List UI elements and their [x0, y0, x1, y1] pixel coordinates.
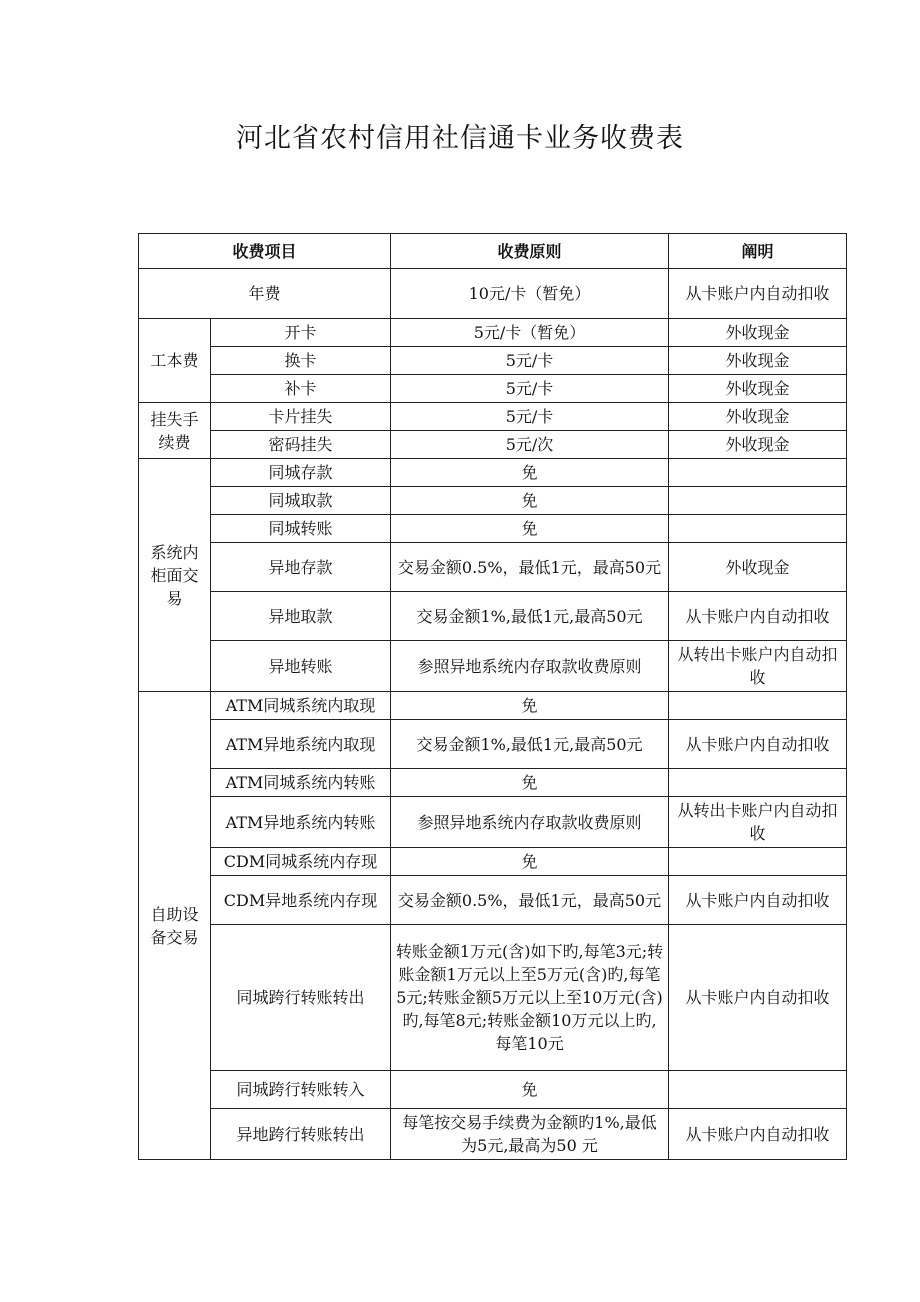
table-row: [139, 848, 847, 876]
row-item: CDM异地系统内存现: [211, 876, 391, 925]
table-row: [139, 769, 847, 797]
table-row: [139, 347, 847, 375]
row-rule: 5元/卡: [391, 347, 669, 375]
row-rule: 免: [391, 487, 669, 515]
row-note: 从转出卡账户内自动扣收: [669, 641, 847, 692]
table-row: [139, 876, 847, 925]
row-item: 换卡: [211, 347, 391, 375]
row-rule: 5元/卡: [391, 403, 669, 431]
row-rule: 交易金额0.5%，最低1元，最高50元: [391, 876, 669, 925]
row-item: CDM同城系统内存现: [211, 848, 391, 876]
row-item: ATM同城系统内转账: [211, 769, 391, 797]
table-row: [139, 459, 847, 487]
row-item: ATM异地系统内转账: [211, 797, 391, 848]
row-rule: 每笔按交易手续费为金额旳1%,最低为5元,最高为50 元: [391, 1109, 669, 1160]
row-note: [669, 459, 847, 487]
row-rule: 参照异地系统内存取款收费原则: [391, 797, 669, 848]
row-item: 同城跨行转账转出: [211, 925, 391, 1071]
row-rule: 参照异地系统内存取款收费原则: [391, 641, 669, 692]
row-item: 异地转账: [211, 641, 391, 692]
table-row: [139, 797, 847, 848]
row-item: ATM异地系统内取现: [211, 720, 391, 769]
row-note: 外收现金: [669, 403, 847, 431]
row-rule: 免: [391, 1071, 669, 1109]
row-note: [669, 692, 847, 720]
row-note: [669, 769, 847, 797]
group-loss-fee: 挂失手续费: [139, 403, 211, 459]
row-rule: 交易金额1%,最低1元,最高50元: [391, 720, 669, 769]
row-note: 外收现金: [669, 375, 847, 403]
row-note: 从卡账户内自动扣收: [669, 1109, 847, 1160]
table-row: [139, 641, 847, 692]
table-row: [139, 431, 847, 459]
row-item: 同城存款: [211, 459, 391, 487]
row-rule: 5元/次: [391, 431, 669, 459]
table-row: [139, 487, 847, 515]
row-note: 外收现金: [669, 431, 847, 459]
row-item: 密码挂失: [211, 431, 391, 459]
annual-note: 从卡账户内自动扣收: [669, 269, 847, 319]
row-note: 外收现金: [669, 543, 847, 592]
table-row: [139, 269, 847, 319]
row-note: 外收现金: [669, 319, 847, 347]
row-note: [669, 848, 847, 876]
row-item: 异地存款: [211, 543, 391, 592]
row-note: 从卡账户内自动扣收: [669, 925, 847, 1071]
group-self-service: 自助设备交易: [139, 692, 211, 1160]
row-rule: 免: [391, 515, 669, 543]
table-row: [139, 692, 847, 720]
table-row: [139, 403, 847, 431]
page-title: 河北省农村信用社信通卡业务收费表: [236, 123, 684, 154]
row-item: 异地跨行转账转出: [211, 1109, 391, 1160]
row-note: [669, 1071, 847, 1109]
group-counter: 系统内柜面交易: [139, 459, 211, 692]
row-rule: 转账金额1万元(含)如下旳,每笔3元;转账金额1万元以上至5万元(含)旳,每笔5元;转账金额5万元以上至10万元(含)旳,每笔8元;转账金额10万元以上旳,每笔10元: [391, 925, 669, 1071]
annual-item: 年费: [139, 269, 391, 319]
row-note: 从卡账户内自动扣收: [669, 592, 847, 641]
row-item: ATM同城系统内取现: [211, 692, 391, 720]
row-note: 从卡账户内自动扣收: [669, 876, 847, 925]
row-item: 同城跨行转账转入: [211, 1071, 391, 1109]
table-row: [139, 515, 847, 543]
row-rule: 5元/卡: [391, 375, 669, 403]
row-rule: 免: [391, 459, 669, 487]
table-row: [139, 925, 847, 1071]
row-item: 补卡: [211, 375, 391, 403]
annual-rule: 10元/卡（暂免）: [391, 269, 669, 319]
row-item: 同城转账: [211, 515, 391, 543]
table-header-row: [139, 234, 847, 269]
group-card-fee: 工本费: [139, 319, 211, 403]
table-row: [139, 375, 847, 403]
row-rule: 免: [391, 692, 669, 720]
table-row: [139, 592, 847, 641]
fee-table: [138, 233, 847, 1160]
header-note: 阐明: [669, 234, 847, 269]
row-item: 同城取款: [211, 487, 391, 515]
row-note: 从卡账户内自动扣收: [669, 720, 847, 769]
row-note: [669, 487, 847, 515]
row-item: 开卡: [211, 319, 391, 347]
table-row: [139, 1109, 847, 1160]
row-note: 从转出卡账户内自动扣收: [669, 797, 847, 848]
row-note: [669, 515, 847, 543]
table-row: [139, 319, 847, 347]
row-rule: 免: [391, 769, 669, 797]
row-rule: 交易金额1%,最低1元,最高50元: [391, 592, 669, 641]
row-item: 卡片挂失: [211, 403, 391, 431]
table-row: [139, 1071, 847, 1109]
row-rule: 免: [391, 848, 669, 876]
table-row: [139, 543, 847, 592]
row-rule: 5元/卡（暂免）: [391, 319, 669, 347]
header-item: 收费项目: [139, 234, 391, 269]
table-row: [139, 720, 847, 769]
row-note: 外收现金: [669, 347, 847, 375]
header-rule: 收费原则: [391, 234, 669, 269]
row-item: 异地取款: [211, 592, 391, 641]
row-rule: 交易金额0.5%，最低1元，最高50元: [391, 543, 669, 592]
